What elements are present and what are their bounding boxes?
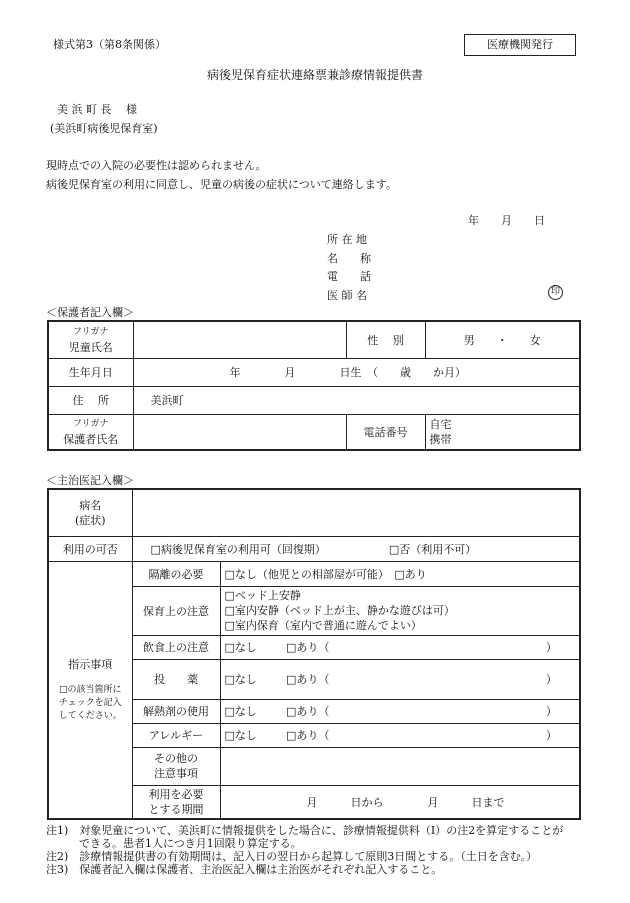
availability-no-option[interactable]: □否（利用不可） [388,542,477,556]
availability-field[interactable] [132,536,580,561]
doctor-label: 医 師 名 [327,289,367,302]
symptom-label: (症状) [74,513,106,527]
child-name-field[interactable] [133,321,346,358]
care-option-indoor-care[interactable]: □室内保育（室内で普通に遊んでよい） [224,619,422,632]
child-name-label-cell [48,321,133,358]
doctor-address-label: 所 在 地 [327,233,367,246]
mobile-phone-label: 携帯 [429,432,452,446]
doctor-name-label: 名 称 [327,252,371,265]
allergy-label: アレルギー [132,723,220,747]
disease-field[interactable] [132,489,580,536]
care-options[interactable] [220,586,580,635]
period-label-2: とする期間 [148,802,204,816]
instructions-note-2: チェックを記入 [58,698,122,709]
birth-date-label: 生年月日 [48,358,133,386]
diet-yes-option[interactable]: □あり（ [282,635,344,659]
guardian-name-label: 保護者氏名 [63,432,119,446]
period-field[interactable]: 月 日から 月 日まで [220,785,580,819]
allergy-yes-option[interactable]: □あり（ [282,723,344,747]
intro-line-2: 病後児保育室の利用に同意し、児童の病後の症状について連絡します。 [46,178,397,191]
seal-mark: 印 [548,285,563,300]
other-notes-field[interactable] [220,747,580,785]
allergy-none-option[interactable]: □なし [220,723,282,747]
physician-table [47,488,581,820]
disease-label-cell [48,489,132,536]
guardian-table [47,320,581,451]
doctor-phone-label: 電 話 [327,270,371,283]
child-furigana-label: フリガナ [72,326,109,337]
document-title: 病後児保育症状連絡票兼診療情報提供書 [206,68,423,82]
diet-close-paren: ） [344,635,580,659]
medication-close-paren: ） [344,659,580,699]
care-label: 保育上の注意 [132,586,220,635]
guardian-furigana-label: フリガナ [72,418,109,429]
instructions-label: 指示事項 [68,658,113,672]
care-option-indoor-rest[interactable]: □室内安静（ベッド上が主、静かな遊びは可） [224,604,455,617]
gender-options[interactable]: 男 ・ 女 [425,321,580,358]
gender-label: 性 別 [346,321,425,358]
child-name-label: 児童氏名 [68,340,113,354]
note-1-continued: できる。患者1人につき月1回限り算定する。 [46,837,302,850]
addressee-line1: 美 浜 町 長 様 [57,103,137,116]
guardian-section-heading: ＜保護者記入欄＞ [46,306,134,319]
birth-date-field[interactable]: 年 月 日生 （ 歳 か月） [133,358,580,386]
period-label-1: 利用を必要 [148,787,204,801]
other-notes-label-1: その他の [154,752,198,765]
note-1: 注1) 対象児童について、美浜町に情報提供をした場合に、診療情報提供料（Ⅰ）の注2を算定することが [46,824,564,837]
instructions-note-1: □の該当箇所に [58,685,122,696]
home-phone-label: 自宅 [429,417,452,431]
diet-none-option[interactable]: □なし [220,635,282,659]
guardian-name-field[interactable] [133,414,346,450]
phone-field[interactable] [425,414,580,450]
note-2: 注2) 診療情報提供書の有効期間は、記入日の翌日から起算して原則3日間とする。（土日を含む。） [46,850,538,863]
medication-yes-option[interactable]: □あり（ [282,659,344,699]
diet-label: 飲食上の注意 [132,635,220,659]
other-notes-label-cell [132,747,220,785]
addressee-line2: (美浜町病後児保育室) [50,122,158,135]
medication-label: 投 薬 [132,659,220,699]
period-label-cell [132,785,220,819]
antipyretic-yes-option[interactable]: □あり（ [282,699,344,723]
disease-label: 病名 [79,498,102,512]
antipyretic-close-paren: ） [344,699,580,723]
antipyretic-label: 解熱剤の使用 [132,699,220,723]
intro-line-1: 現時点での入院の必要性は認められません。 [46,159,267,172]
instructions-cell [48,561,132,819]
availability-yes-option[interactable]: □病後児保育室の利用可（回復期） [150,542,326,556]
isolation-options[interactable]: □なし（他児との相部屋が可能） □あり [220,561,580,586]
antipyretic-none-option[interactable]: □なし [220,699,282,723]
date-line: 年 月 日 [468,214,545,227]
other-notes-label-2: 注意事項 [154,767,198,780]
issuer-box: 医療機関発行 [464,34,576,56]
form-number: 様式第3（第8条関係） [53,38,166,51]
medication-none-option[interactable]: □なし [220,659,282,699]
phone-label: 電話番号 [346,414,425,450]
note-3: 注3) 保護者記入欄は保護者、主治医記入欄は主治医がそれぞれ記入すること。 [46,863,443,876]
instructions-note-3: してください。 [58,711,122,722]
address-field[interactable]: 美浜町 [133,386,580,414]
guardian-name-label-cell [48,414,133,450]
isolation-label: 隔離の必要 [132,561,220,586]
physician-section-heading: ＜主治医記入欄＞ [46,474,134,487]
availability-label: 利用の可否 [48,536,132,561]
address-label: 住 所 [48,386,133,414]
care-option-bed-rest[interactable]: □ベッド上安静 [224,589,301,602]
allergy-close-paren: ） [344,723,580,747]
